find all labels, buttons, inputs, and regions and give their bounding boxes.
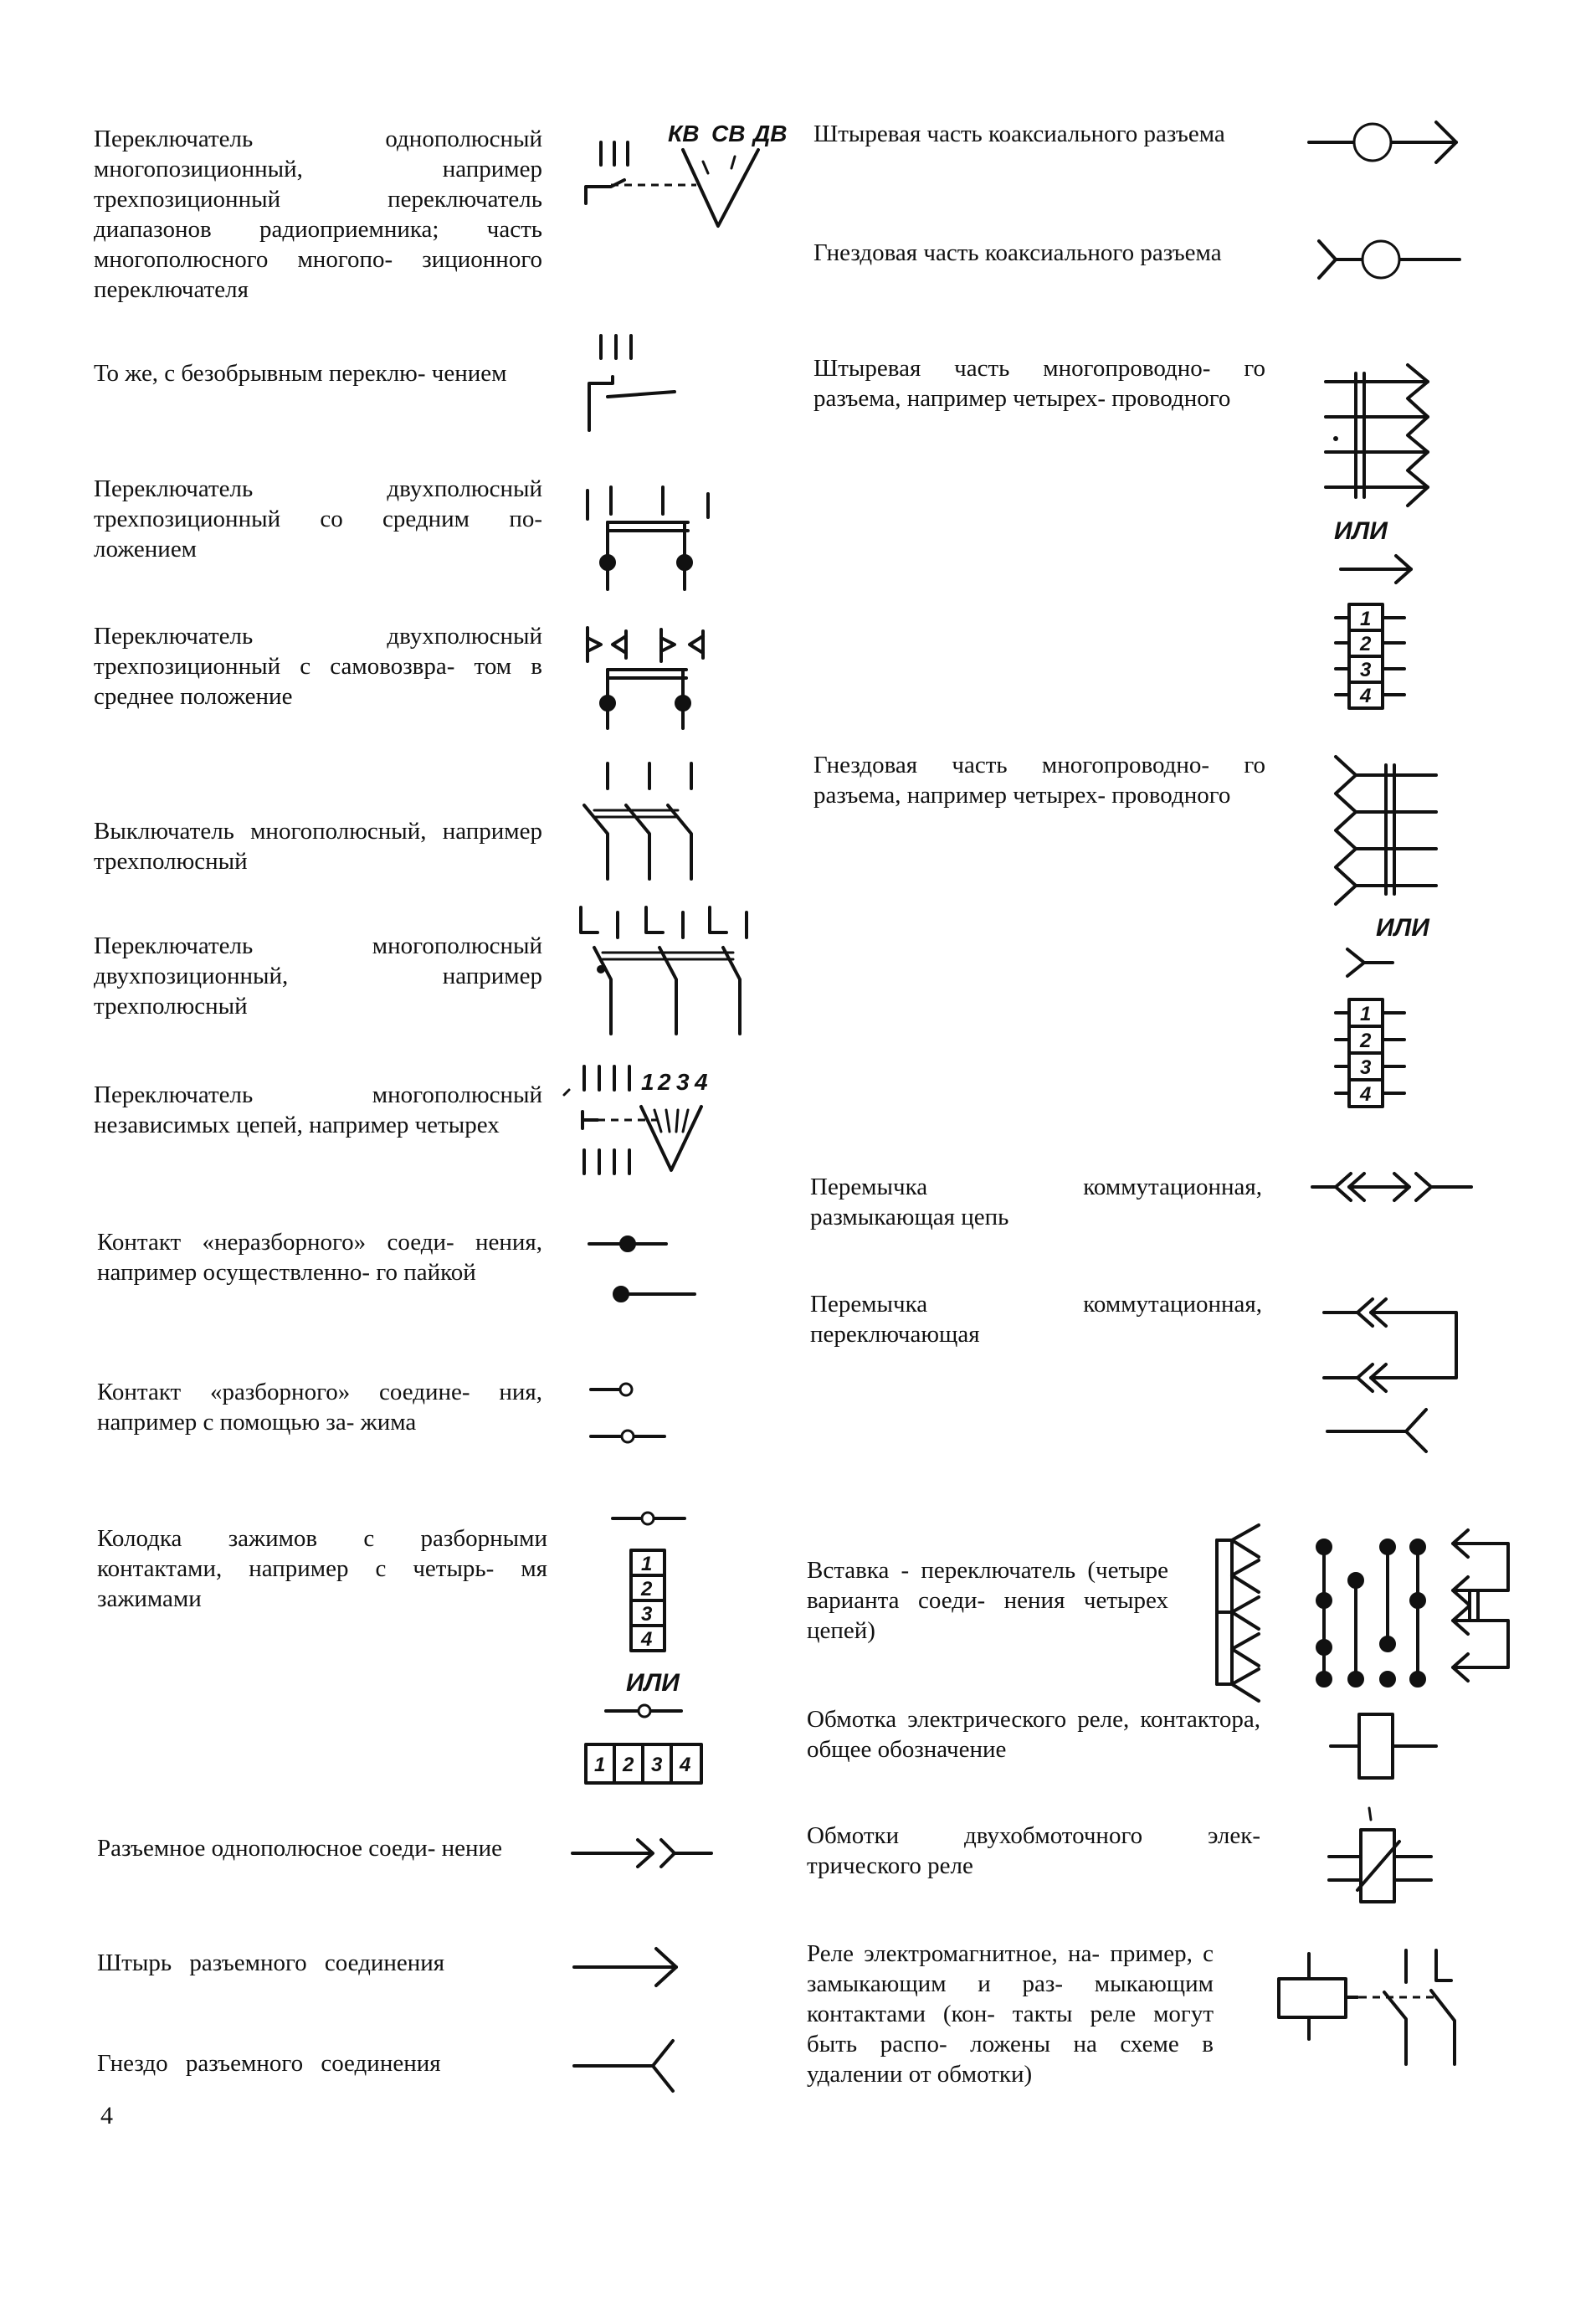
text-line: Переключатель двухполюсный: [94, 475, 542, 502]
text-line: Перемычка коммутационная,: [810, 1291, 1262, 1318]
text-insert-switch: [807, 1555, 1168, 1646]
single-pole-plug-symbol: [569, 1825, 720, 1892]
text-line: часть многополюсного многопо-: [94, 216, 542, 273]
text-line: трехполюсный: [94, 993, 248, 1020]
text-line: Выключатель многополюсный,: [94, 818, 427, 845]
terminal-cell-4: 4: [680, 1754, 691, 1776]
terminal-cell-2: 2: [623, 1754, 634, 1776]
text-line: го разъема, например четырех-: [813, 355, 1265, 412]
pin-num-3: 3: [1360, 659, 1372, 681]
or-label-multisocket: ИЛИ: [1376, 914, 1429, 942]
text-line: переключающая: [810, 1321, 980, 1348]
text-line: Колодка зажимов с разборными: [97, 1525, 547, 1552]
text-coax-pin: [813, 119, 1265, 149]
text-line: зиционного переключателя: [94, 246, 542, 303]
soldered-contact-symbol: [577, 1230, 695, 1314]
switch-pos-4: 4: [695, 1069, 708, 1095]
text-switch-2pole-mid: [94, 474, 542, 564]
text-line: Обмотки двухобмоточного элек-: [807, 1822, 1260, 1849]
terminal-cell-3: 3: [651, 1754, 663, 1776]
text-line: Контакт «разборного» соедине-: [97, 1379, 470, 1405]
text-jumper-switch: [810, 1289, 1262, 1349]
text-switch-indep: [94, 1080, 542, 1140]
page-number: 4: [100, 2102, 113, 2129]
text-line: трехпозиционный переключатель: [94, 186, 542, 213]
multipole-twopos-switch-symbol: [577, 904, 762, 1038]
text-relay-em: [807, 1939, 1214, 2089]
text-line: ложены на схеме в удалении: [807, 2031, 1214, 2088]
text-line: от обмотки): [908, 2061, 1033, 2088]
text-line: Контакт «неразборного» соеди-: [97, 1229, 454, 1256]
switch-pos-2: 2: [658, 1069, 671, 1095]
nobreak-switch-symbol: [577, 331, 695, 432]
text-line: нения четырех цепей): [807, 1587, 1169, 1644]
text-multi-socket: [813, 750, 1265, 810]
switch-pos-3: 3: [676, 1069, 690, 1095]
text-line: четырех: [414, 1112, 500, 1138]
text-line: том в среднее положение: [94, 653, 542, 710]
text-line: такты реле могут быть распо-: [807, 2001, 1214, 2057]
coax-socket-symbol: [1314, 231, 1481, 290]
text-line: ния, например с помощью за-: [97, 1379, 542, 1436]
pin-num-4: 4: [1360, 685, 1372, 707]
text-relay-double: [807, 1821, 1260, 1881]
text-line: разъема: [1140, 239, 1222, 266]
socket-num-2: 2: [1360, 1030, 1372, 1052]
or-label-multipin: ИЛИ: [1334, 517, 1388, 545]
text-line: Переключатель многополюсный: [94, 932, 542, 959]
terminal-num-3: 3: [641, 1603, 653, 1626]
text-socket: [97, 2048, 566, 2078]
band-label-dv: ДВ: [753, 121, 788, 146]
text-line: трического реле: [807, 1852, 973, 1879]
text-line: например трехполюсный: [94, 818, 543, 875]
text-line: Вставка - переключатель: [807, 1557, 1076, 1584]
text-coax-socket: [813, 238, 1265, 268]
text-line: Переключатель многополюсный: [94, 1081, 542, 1108]
band-label-kv: КВ: [668, 121, 700, 146]
text-line: нения, например осуществленно-: [97, 1229, 543, 1286]
em-relay-symbol: [1272, 1942, 1481, 2068]
clamp-contact-symbol: [577, 1373, 695, 1456]
text-line: трехпозиционный со средним по-: [94, 506, 542, 532]
connector-socket-symbol: [569, 2029, 686, 2104]
text-line: Штырь разъемного соединения: [97, 1950, 445, 1976]
text-line: Гнездовая часть многопроводно-: [813, 752, 1210, 778]
multi-socket-short-symbol: [1342, 943, 1426, 984]
text-line: го разъема, например четырех-: [813, 752, 1266, 809]
text-relay-coil: [807, 1704, 1260, 1765]
text-pin: [97, 1948, 566, 1978]
text-line: двухпозиционный, например: [94, 963, 542, 989]
text-line: Переключатель двухполюсный: [94, 623, 542, 650]
text-line: мя зажимами: [97, 1555, 548, 1612]
jumper-switch-symbol: [1321, 1289, 1480, 1448]
text-line: Разъемное однополюсное соеди-: [97, 1835, 436, 1862]
text-line: контактора, общее обозначение: [807, 1706, 1261, 1763]
coax-pin-symbol: [1306, 114, 1473, 172]
relay-coil-symbol: [1324, 1709, 1450, 1793]
text-line: Обмотка электрического реле,: [807, 1706, 1130, 1733]
text-switch-multipos: [94, 124, 542, 305]
socket-num-1: 1: [1360, 1003, 1372, 1025]
socket-num-3: 3: [1360, 1056, 1372, 1079]
terminal-num-1: 1: [641, 1553, 653, 1575]
text-line: Реле электромагнитное, на-: [807, 1940, 1101, 1967]
multi-socket-numbered-symbol: [1324, 993, 1416, 1118]
text-line: контактами, например с четырь-: [97, 1555, 495, 1582]
switch-pos-1: 1: [641, 1069, 654, 1095]
double-winding-relay-symbol: [1322, 1800, 1448, 1908]
text-line: трехпозиционный с самовозвра-: [94, 653, 455, 680]
text-line: нение: [441, 1835, 502, 1862]
band-label-sv: СВ: [711, 121, 746, 146]
terminal-cell-1: 1: [594, 1754, 606, 1776]
text-jumper-open: [810, 1172, 1262, 1232]
socket-num-4: 4: [1360, 1083, 1372, 1106]
text-line: диапазонов радиоприемника;: [94, 216, 439, 243]
multi-pin-numbered-symbol: [1324, 599, 1416, 717]
multi-pin-short-arrow-symbol: [1337, 549, 1421, 591]
text-line: Штыревая часть коаксиального: [813, 121, 1138, 147]
text-line: пример, с замыкающим и раз-: [807, 1940, 1214, 1997]
text-line: Штыревая часть многопроводно-: [813, 355, 1211, 382]
text-line: го пайкой: [376, 1259, 476, 1286]
text-contact-permanent: [97, 1227, 542, 1287]
text-contact-detachable: [97, 1377, 542, 1437]
text-line: размыкающая цепь: [810, 1204, 1009, 1230]
text-line: независимых цепей, например: [94, 1112, 409, 1138]
independent-circuits-switch-symbol: [561, 1061, 762, 1187]
jumper-open-symbol: [1307, 1164, 1475, 1214]
text-line: То же, с безобрывным переклю-: [94, 360, 426, 387]
text-line: проводного: [1111, 385, 1231, 412]
text-switch-2pole-return: [94, 621, 542, 711]
text-line: Гнездовая часть коаксиального: [813, 239, 1135, 266]
multi-socket-connector-symbol: [1331, 753, 1465, 912]
text-terminal-block: [97, 1523, 547, 1614]
text-line: проводного: [1111, 782, 1231, 809]
text-line: чением: [431, 360, 507, 387]
pin-num-2: 2: [1360, 633, 1372, 655]
text-line: мыкающим контактами (кон-: [807, 1970, 1214, 2027]
threepole-breaker-symbol: [577, 758, 728, 884]
pin-num-1: 1: [1360, 608, 1372, 630]
text-plug-single: [97, 1833, 547, 1863]
text-line: (четыре варианта соеди-: [807, 1557, 1168, 1614]
text-breaker-multipole: [94, 816, 542, 876]
multi-pin-connector-symbol: [1314, 360, 1448, 511]
terminal-block-horizontal-symbol: [577, 1699, 711, 1800]
text-line: Перемычка коммутационная,: [810, 1174, 1262, 1200]
text-multi-pin: [813, 353, 1265, 414]
text-line: Гнездо разъемного соединения: [97, 2050, 441, 2077]
text-line: Переключатель однополюсный: [94, 126, 542, 152]
terminal-num-2: 2: [641, 1578, 653, 1600]
text-switch-multipole-2pos: [94, 931, 542, 1021]
terminal-block-vertical-symbol: [586, 1507, 695, 1657]
or-label-terminal: ИЛИ: [626, 1669, 680, 1697]
text-line: жима: [360, 1409, 417, 1436]
multipos-switch-symbol: [577, 113, 812, 239]
text-line: многопозиционный, например: [94, 156, 542, 182]
twopole-return-switch-symbol: [577, 619, 728, 737]
connector-pin-symbol: [569, 1939, 686, 1997]
insert-switch-symbol: [1205, 1520, 1515, 1704]
text-switch-nobreak: [94, 358, 542, 388]
terminal-num-4: 4: [641, 1628, 653, 1651]
text-line: разъема: [1143, 121, 1225, 147]
text-line: ложением: [94, 536, 198, 563]
twopole-mid-switch-symbol: [577, 480, 728, 598]
